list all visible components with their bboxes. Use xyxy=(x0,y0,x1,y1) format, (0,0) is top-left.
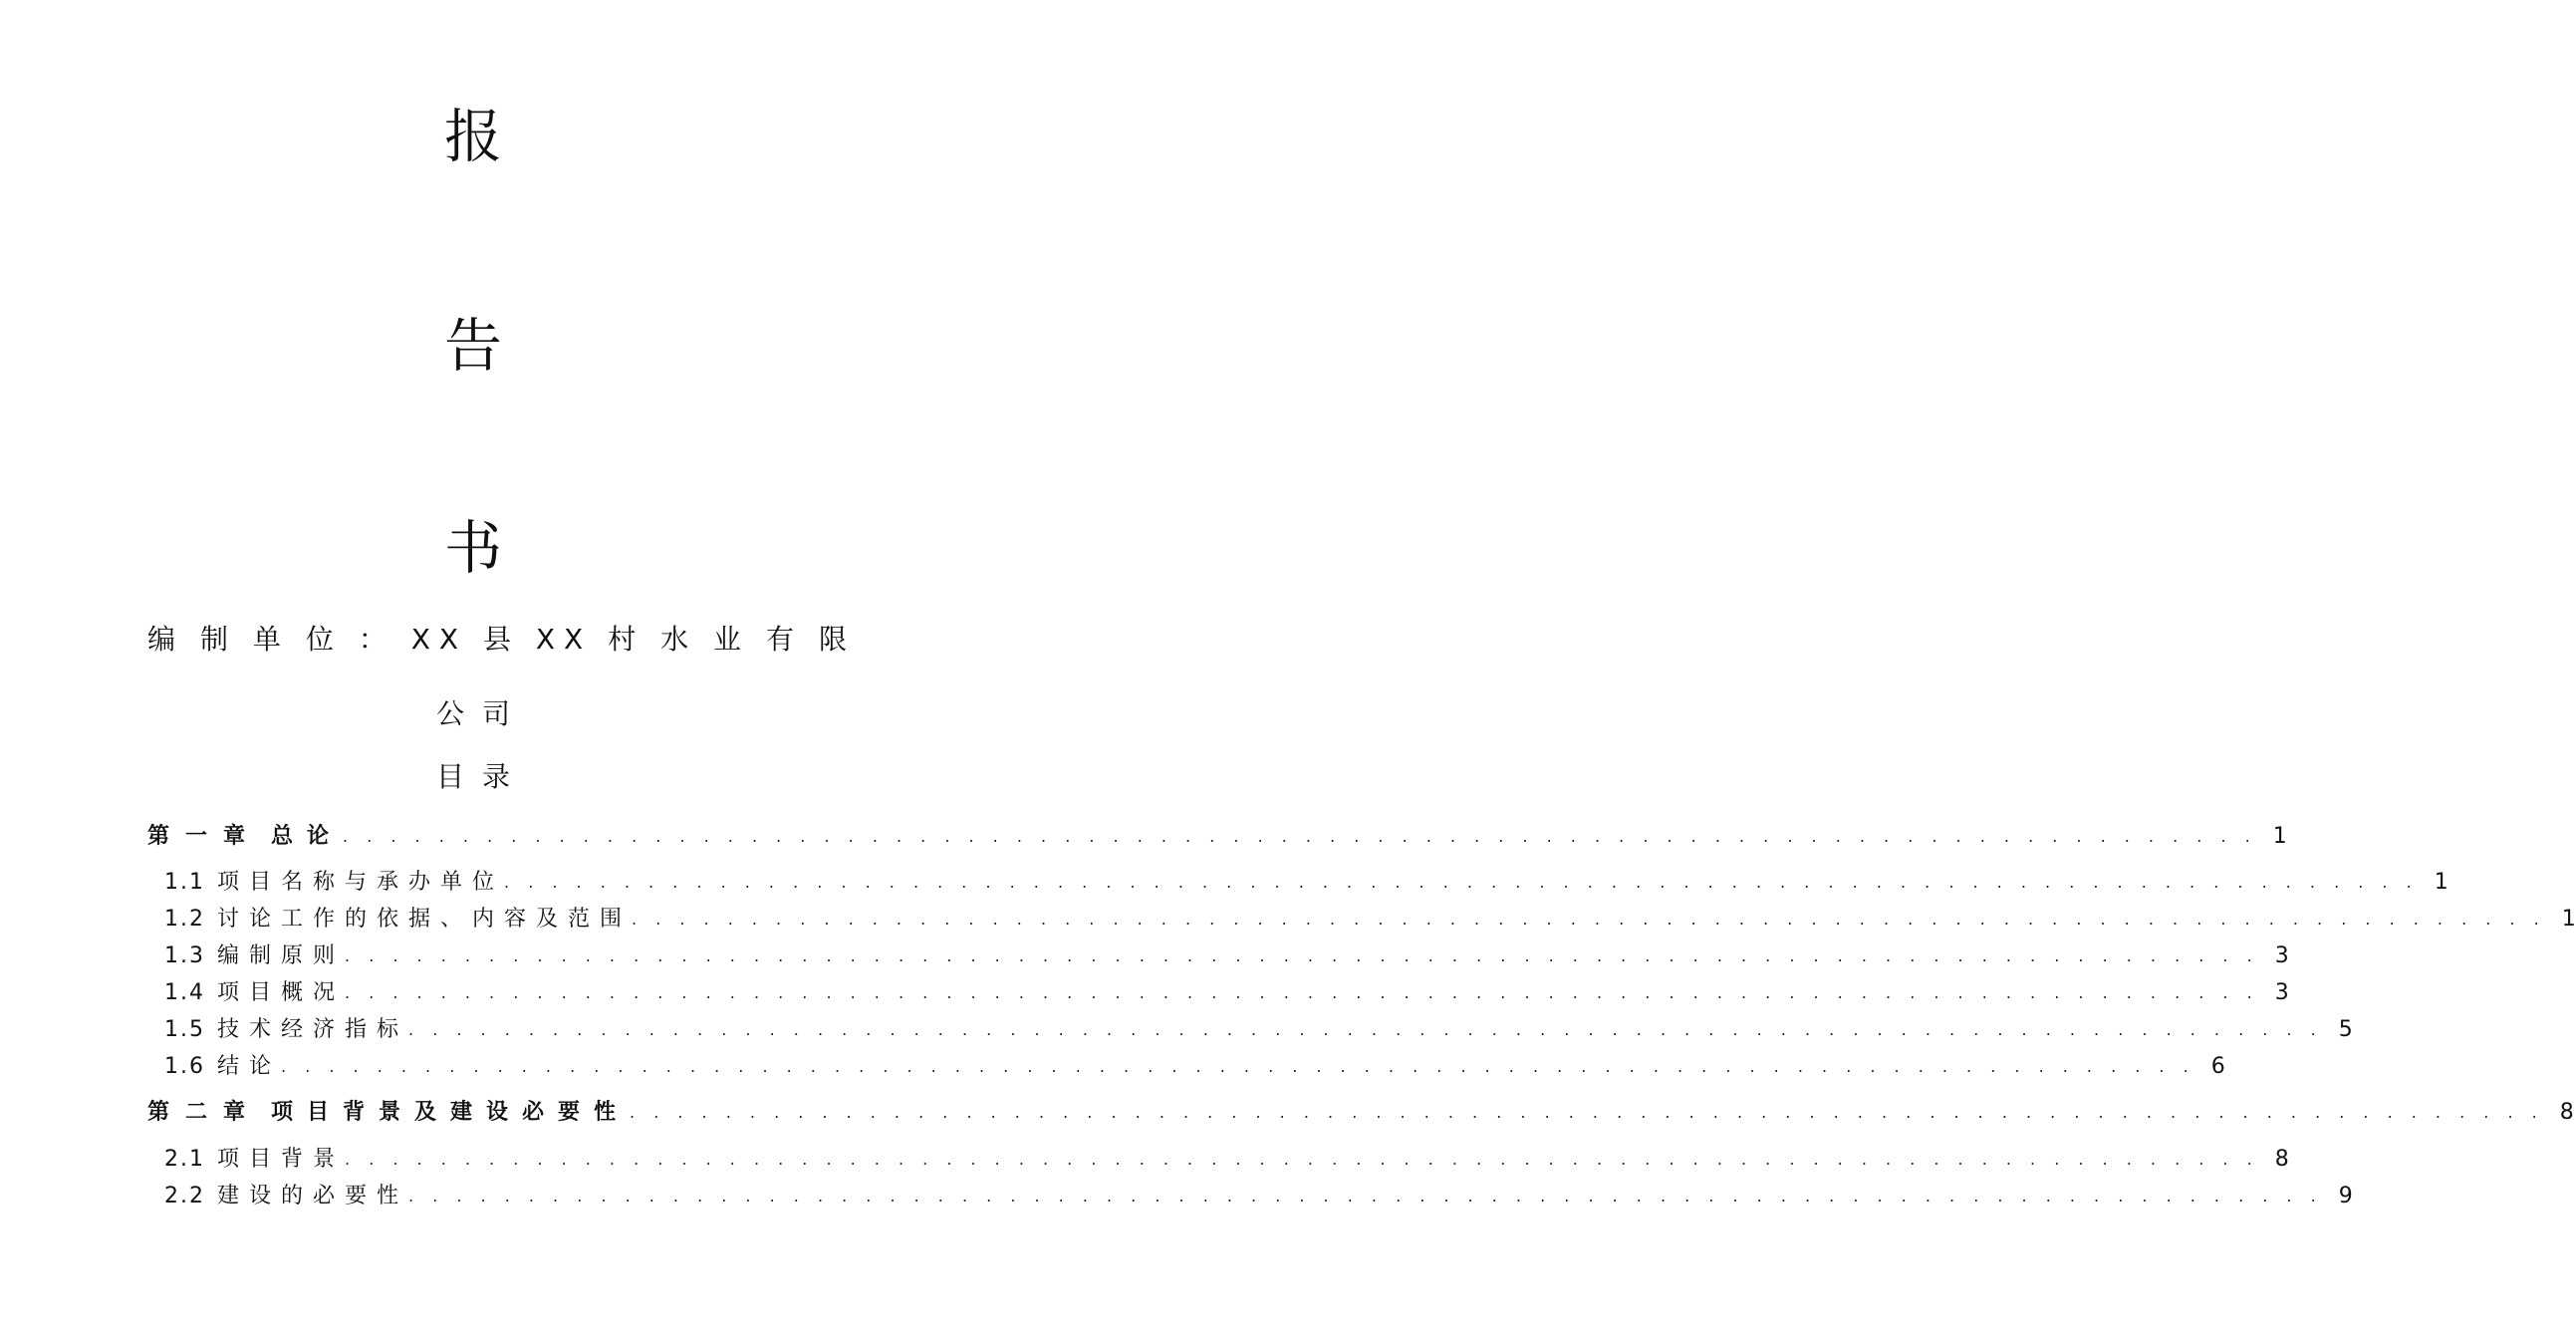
toc-entry-number: 第一章 xyxy=(147,824,262,849)
compiling-unit-line xyxy=(147,620,847,660)
toc-section-entry[interactable] xyxy=(147,904,2576,936)
toc-entry-label: 项目名称与承办单位 xyxy=(217,870,505,895)
unit-char: 编 xyxy=(147,623,176,656)
unit-char: X X xyxy=(410,623,459,656)
unit-char: 制 xyxy=(199,623,228,656)
toc-dot-leader: . . . . . . . . . . . . . . . . . . . . . . . . . . . . . . . . . . . . . . . . . . . . . . . . . . . . . . . . . . . . . . . . . . . . . . . . . . . . . . . . xyxy=(632,910,2546,929)
toc-section-entry[interactable] xyxy=(147,977,2289,1009)
toc-entry-label: 讨论工作的依据、内容及范围 xyxy=(217,907,633,932)
toc-entry-label: 总论 xyxy=(271,824,344,849)
toc-entry-number: 2.2 xyxy=(164,1184,205,1208)
unit-char: 限 xyxy=(818,623,847,656)
toc-entry-label: 结论 xyxy=(217,1054,282,1079)
toc-entry-page: 1 xyxy=(2561,907,2576,932)
toc-dot-leader: . . . . . . . . . . . . . . . . . . . . . . . . . . . . . . . . . . . . . . . . . . . . . . . . . . . . . . . . . . . . . . . . . . . . . . . . . . . . . . . . xyxy=(345,1150,2259,1169)
toc-entry-page: 5 xyxy=(2338,1017,2353,1042)
toc-entry-label: 项目概况 xyxy=(217,980,346,1005)
toc-section-entry[interactable] xyxy=(147,1144,2289,1176)
toc-entry-page: 8 xyxy=(2274,1147,2289,1172)
toc-entry-page: 1 xyxy=(2434,870,2448,895)
toc-entry-label: 技术经济指标 xyxy=(217,1017,409,1042)
toc-dot-leader: . . . . . . . . . . . . . . . . . . . . . . . . . . . . . . . . . . . . . . . . . . . . . . . . . . . . . . . . . . . . . . . . . . . . . . . . . . . . . . . . xyxy=(281,1057,2195,1076)
toc-dot-leader: . . . . . . . . . . . . . . . . . . . . . . . . . . . . . . . . . . . . . . . . . . . . . . . . . . . . . . . . . . . . . . . . . . . . . . . . . . . . . . . . xyxy=(345,983,2259,1002)
toc-entry-label: 项目背景及建设必要性 xyxy=(271,1100,631,1125)
title-char: 报 xyxy=(443,103,502,170)
toc-chapter-entry[interactable] xyxy=(147,1097,2574,1129)
toc-entry-label: 编制原则 xyxy=(217,943,346,968)
toc-dot-leader: . . . . . . . . . . . . . . . . . . . . . . . . . . . . . . . . . . . . . . . . . . . . . . . . . . . . . . . . . . . . . . . . . . . . . . . . . . . . . . . . xyxy=(408,1020,2323,1039)
title-char: 告 xyxy=(443,312,502,380)
toc-dot-leader: . . . . . . . . . . . . . . . . . . . . . . . . . . . . . . . . . . . . . . . . . . . . . . . . . . . . . . . . . . . . . . . . . . . . . . . . . . . . . . . . xyxy=(343,827,2257,846)
unit-char: 单 xyxy=(252,623,281,656)
toc-entry-number: 1.4 xyxy=(164,980,205,1005)
toc-entry-number: 2.1 xyxy=(164,1147,205,1172)
toc-dot-leader: . . . . . . . . . . . . . . . . . . . . . . . . . . . . . . . . . . . . . . . . . . . . . . . . . . . . . . . . . . . . . . . . . . . . . . . . . . . . . . . . xyxy=(345,946,2259,965)
toc-dot-leader: . . . . . . . . . . . . . . . . . . . . . . . . . . . . . . . . . . . . . . . . . . . . . . . . . . . . . . . . . . . . . . . . . . . . . . . . . . . . . . . . xyxy=(408,1187,2323,1205)
toc-entry-page: 3 xyxy=(2274,943,2289,968)
toc-section-entry[interactable] xyxy=(147,867,2448,899)
unit-char: 村 xyxy=(608,623,637,656)
toc-entry-number: 1.6 xyxy=(164,1054,205,1079)
toc-chapter-entry[interactable] xyxy=(147,821,2287,853)
compiling-unit-continuation: 公司 xyxy=(435,697,528,730)
toc-entry-number: 第二章 xyxy=(147,1100,262,1125)
toc-dot-leader: . . . . . . . . . . . . . . . . . . . . . . . . . . . . . . . . . . . . . . . . . . . . . . . . . . . . . . . . . . . . . . . . . . . . . . . . . . . . . . . . xyxy=(504,873,2419,892)
toc-section-entry[interactable] xyxy=(147,1181,2353,1212)
toc-entry-page: 3 xyxy=(2274,980,2289,1005)
title-char: 书 xyxy=(443,514,502,582)
unit-char: X X xyxy=(535,623,584,656)
toc-section-entry[interactable] xyxy=(147,940,2289,972)
toc-entry-label: 建设的必要性 xyxy=(217,1184,409,1208)
toc-entry-number: 1.2 xyxy=(164,907,205,932)
unit-char: ： xyxy=(358,623,386,656)
toc-heading: 目录 xyxy=(435,760,528,793)
toc-entry-page: 8 xyxy=(2559,1100,2574,1125)
toc-section-entry[interactable] xyxy=(147,1051,2225,1083)
toc-entry-page: 1 xyxy=(2272,824,2287,849)
toc-entry-page: 6 xyxy=(2210,1054,2225,1079)
toc-section-entry[interactable] xyxy=(147,1014,2353,1046)
unit-char: 有 xyxy=(765,623,794,656)
unit-char: 水 xyxy=(660,623,689,656)
toc-dot-leader: . . . . . . . . . . . . . . . . . . . . . . . . . . . . . . . . . . . . . . . . . . . . . . . . . . . . . . . . . . . . . . . . . . . . . . . . . . . . . . . . xyxy=(630,1103,2544,1122)
unit-char: 县 xyxy=(482,623,511,656)
unit-char: 业 xyxy=(713,623,742,656)
unit-char: 位 xyxy=(305,623,334,656)
toc-entry-number: 1.3 xyxy=(164,943,205,968)
toc-entry-number: 1.5 xyxy=(164,1017,205,1042)
toc-entry-page: 9 xyxy=(2338,1184,2353,1208)
toc-entry-label: 项目背景 xyxy=(217,1147,346,1172)
toc-entry-number: 1.1 xyxy=(164,870,205,895)
